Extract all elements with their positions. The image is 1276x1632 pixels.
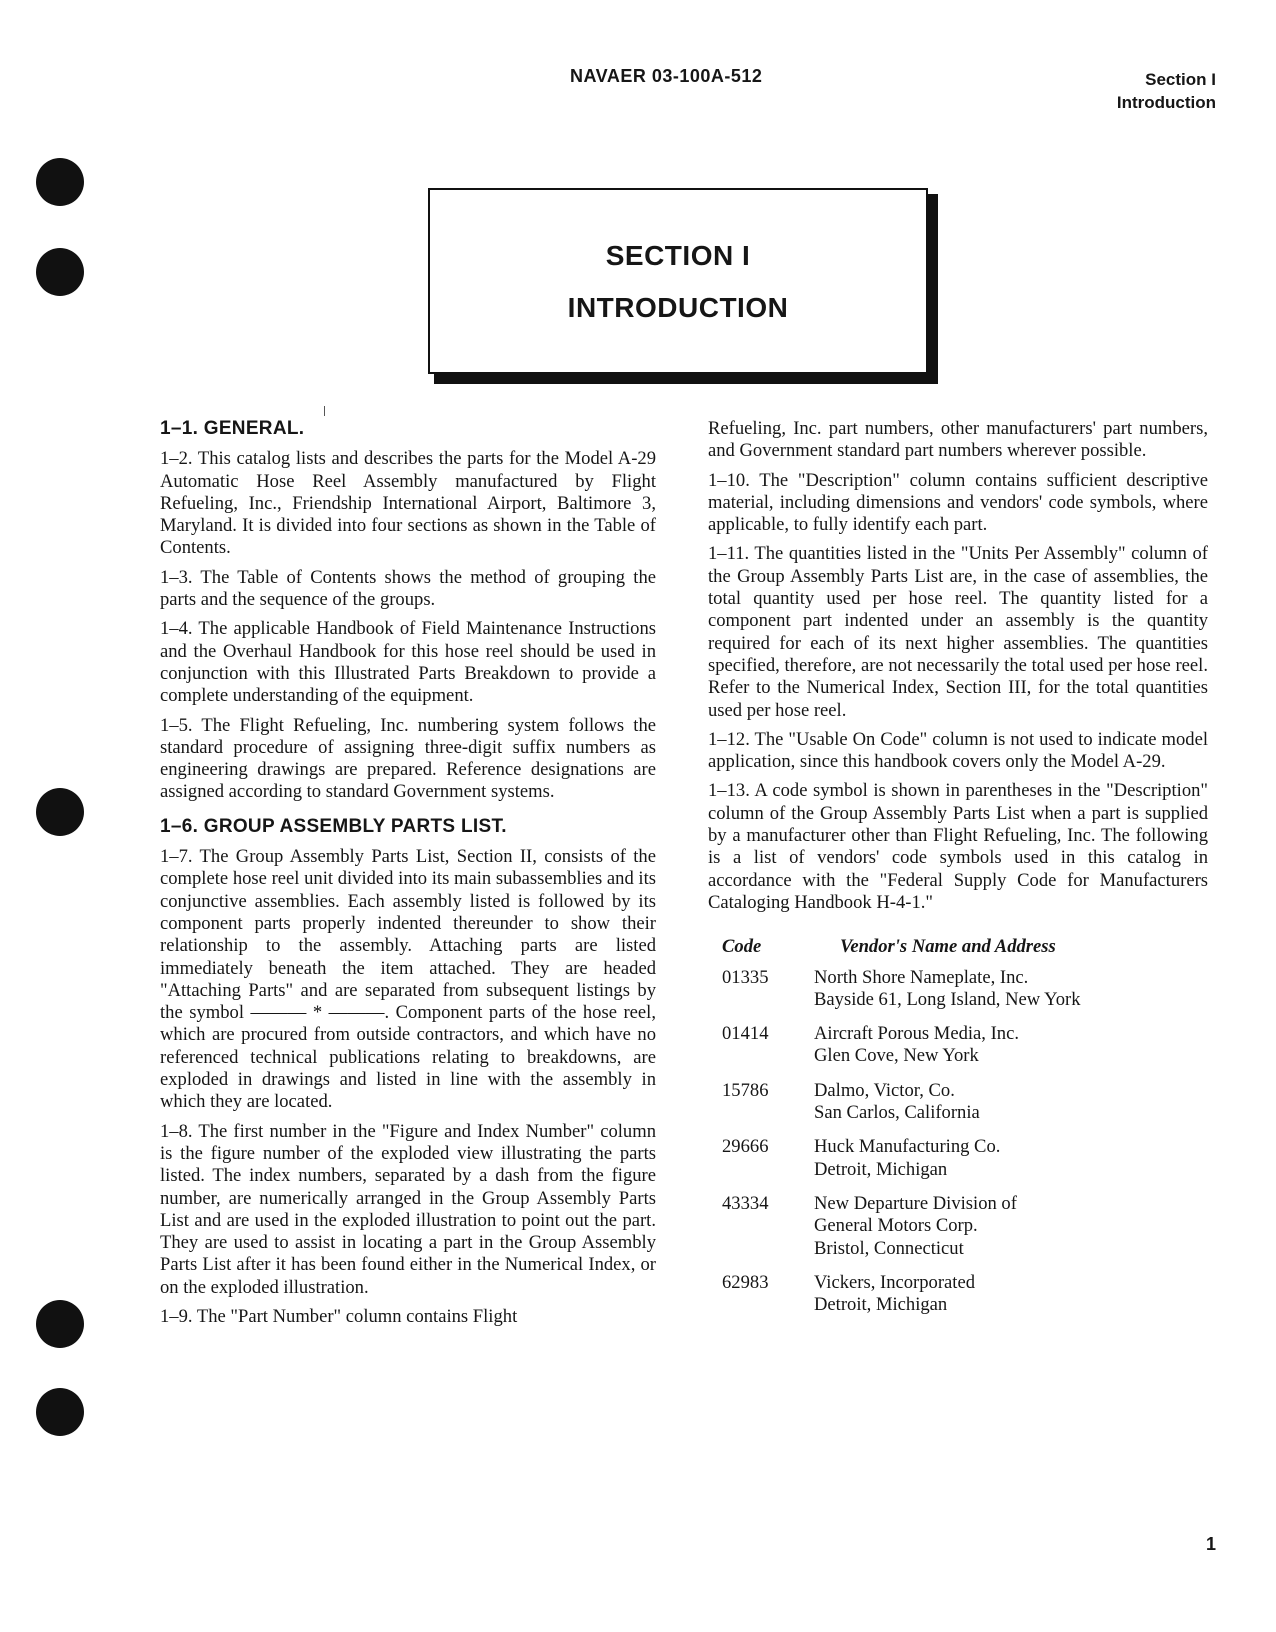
paragraph-1-4: 1–4. The applicable Handbook of Field Maintenance Instructions and the Overhaul Handbook for this hose reel should be used in conjunction with this Illustrated Parts Breakdown to provide a complete understanding of the equipment. [160,618,656,707]
running-header [1117,68,1216,114]
section-title: Introduction [1116,93,1216,112]
paragraph-1-11: 1–11. The quantities listed in the "Units Per Assembly" column of the Group Assembly Parts List are, in the case of assemblies, the total quantity used per hose reel. The quantity listed for a component part indented under an assembly is the quantity required for each of its next higher assemblies. The quantities specified, therefore, are not necessarily the total used per hose reel. Refer to the Numerical Index, Section III, for the total quantities used per hose reel. [708,543,1208,721]
vendor-code: 43334 [722,1192,769,1214]
paragraph-1-3: 1–3. The Table of Contents shows the method of grouping the parts and the sequence of the groups. [160,566,656,611]
vendor-code: 01335 [722,966,769,988]
binder-hole [36,788,84,836]
vendor-table-header [708,936,1208,958]
binder-hole [36,1300,84,1348]
vendor-name-address: Huck Manufacturing Co. Detroit, Michigan [814,1136,1001,1180]
binder-hole [36,158,84,206]
vendor-name-address: Aircraft Porous Media, Inc. Glen Cove, New York [814,1023,1019,1067]
paragraph-1-5: 1–5. The Flight Refueling, Inc. numbering system follows the standard procedure of assigning three-digit suffix numbers as engineering drawings are prepared. Reference designations are assigned according to standard Government systems. [160,714,656,803]
vendor-code: 15786 [722,1079,769,1101]
paragraph-1-9: 1–9. The "Part Number" column contains Flight [160,1305,518,1327]
vendor-code: 62983 [722,1271,769,1293]
paragraph-1-8: 1–8. The first number in the "Figure and Index Number" column is the figure number of the exploded view illustrating the parts listed. The index numbers, separated by a dash from the figure number, are numerically arranged in the Group Assembly Parts List and are used in the exploded illustration to point out the part. They are used to assist in locating a part in the Group Assembly Parts List after it has been found either in the Numerical Index, or on the exploded illustration. [160,1120,656,1298]
heading-general: 1–1. GENERAL. [160,418,305,439]
title-introduction: INTRODUCTION [567,292,789,323]
paragraph-1-12: 1–12. The "Usable On Code" column is not used to indicate model application, since this handbook covers only the Model A-29. [708,728,1208,773]
paragraph-1-2: 1–2. This catalog lists and describes the parts for the Model A-29 Automatic Hose Reel Assembly manufactured by Flight Refueling, Inc., Friendship International Airport, Baltimore 3, Maryland. It is divided into four sections as shown in the Table of Contents. [160,448,656,559]
vendor-row [708,1136,1208,1181]
vendor-name-address: North Shore Nameplate, Inc. Bayside 61, Long Island, New York [814,966,1081,1010]
paragraph-1-10: 1–10. The "Description" column contains sufficient descriptive material, including dimensions and vendors' code symbols, where applicable, to fully identify each part. [708,469,1208,536]
section-title-box [428,188,928,374]
column-header-vendor: Vendor's Name and Address [840,936,1056,958]
vendor-row [708,1272,1208,1317]
vendor-name-address: New Departure Division of General Motors Corp. Bristol, Connecticut [814,1192,1017,1259]
column-header-code: Code [722,936,762,958]
vendor-row [708,1193,1208,1260]
paragraph-1-7: 1–7. The Group Assembly Parts List, Section II, consists of the complete hose reel unit divided into its main subassemblies and its conjunctive assemblies. Each assembly listed is followed by its component parts properly indented thereunder to show their relationship to the assembly. Attaching parts are listed immediately beneath the item attached. They are headed "Attaching Parts" and are separated from subsequent listings by the symbol ——— * ———. Component parts of the hose reel, which are procured from outside contractors, and which have no referenced technical publications relating to breakdowns, are exploded in drawings and listed in line with the assembly in which they are located. [160,846,656,1113]
vendor-code-table [708,936,1208,1316]
vendor-row [708,1023,1208,1068]
vendor-row [708,1080,1208,1125]
vendor-code: 29666 [722,1136,769,1158]
page-number: 1 [1205,1534,1216,1554]
title-section: SECTION I [605,240,751,271]
document-number: NAVAER 03-100A-512 [570,66,763,86]
vendor-name-address: Dalmo, Victor, Co. San Carlos, California [814,1079,980,1124]
binder-hole [36,1388,84,1436]
left-column [160,418,656,1335]
section-label: Section I [1145,70,1216,89]
vendor-row [708,967,1208,1012]
paragraph-1-13: 1–13. A code symbol is shown in parentheses in the "Description" column of the Group Assembly Parts List when a part is supplied by a manufacturer other than Flight Refueling, Inc. The following is a list of vendors' code symbols used in this catalog in accordance with the "Federal Supply Code for Manufacturers Cataloging Handbook H-4-1." [708,780,1208,913]
binder-hole [36,248,84,296]
vendor-code: 01414 [722,1023,769,1045]
stray-mark [324,406,325,416]
paragraph-1-9-continued: Refueling, Inc. part numbers, other manufacturers' part numbers, and Government standard part numbers wherever possible. [708,418,1208,462]
heading-group-assembly: 1–6. GROUP ASSEMBLY PARTS LIST. [160,815,507,837]
right-column [708,418,1208,1328]
vendor-name-address: Vickers, Incorporated Detroit, Michigan [814,1271,975,1316]
